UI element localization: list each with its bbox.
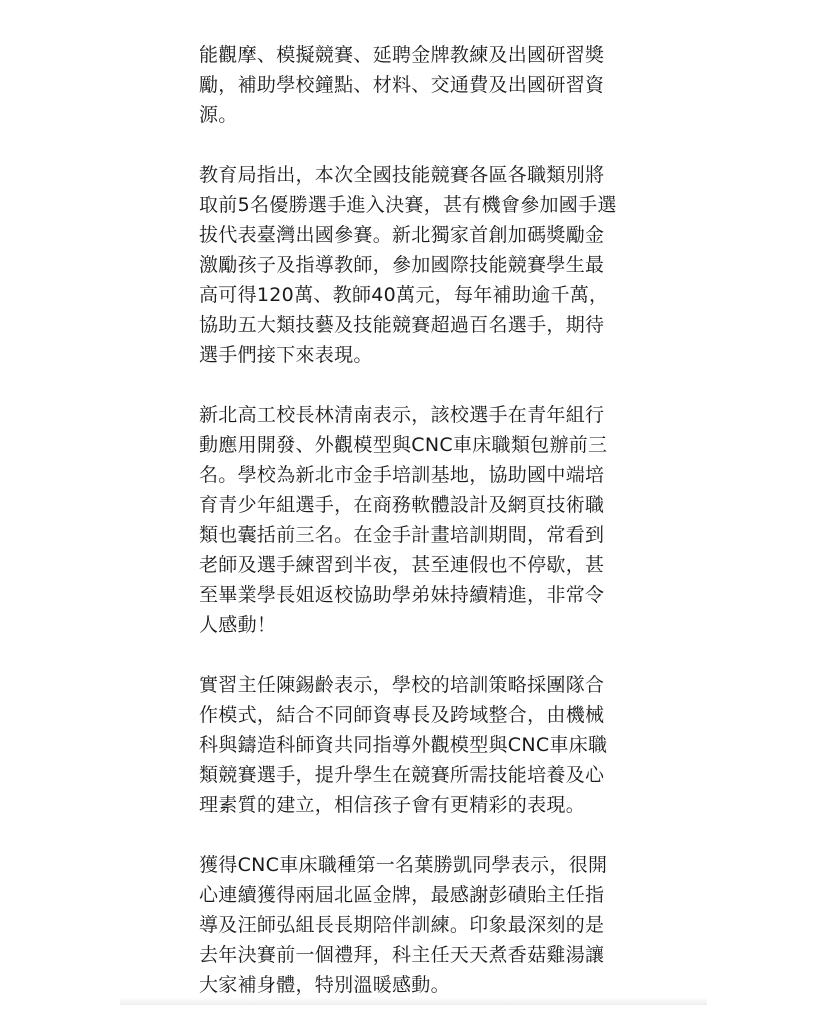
article-paragraph: 獲得CNC車床職種第一名葉勝凱同學表示，很開心連續獲得兩屆北區金牌，最感謝彭磧貽主任指導及汪師弘組長長期陪伴訓練。印象最深刻的是去年決賽前一個禮拜，科主任天天煮香菇雞湯讓大家補身體，特別溫暖感動。: [199, 854, 608, 996]
article-paragraph: 新北高工校長林清南表示，該校選手在青年組行動應用開發、外觀模型與CNC車床職類包辦前三名。學校為新北市金手培訓基地，協助國中端培育青少年組選手，在商務軟體設計及網頁技術職類也囊括前三名。在金手計畫培訓期間，常看到老師及選手練習到半夜，甚至連假也不停歇，甚至畢業學長姐返校協助學弟妹持續精進，非常令人感動！: [199, 404, 608, 636]
article-paragraph: 能觀摩、模擬競賽、延聘金牌教練及出國研習獎勵，補助學校鐘點、材料、交通費及出國研習資源。: [199, 44, 605, 126]
article-paragraph: 教育局指出，本次全國技能競賽各區各職類別將取前5名優勝選手進入決賽，甚有機會參加國手選拔代表臺灣出國參賽。新北獨家首創加碼獎勵金激勵孩子及指導教師，參加國際技能競賽學生最高可得120萬、教師40萬元，每年補助逾千萬，協助五大類技藝及技能競賽超過百名選手，期待選手們接下來表現。: [199, 164, 617, 366]
article-paragraph: 實習主任陳錫齡表示，學校的培訓策略採團隊合作模式，結合不同師資專長及跨域整合，由機械科與鑄造科師資共同指導外觀模型與CNC車床職類競賽選手，提升學生在競賽所需技能培養及心理素質的建立，相信孩子會有更精彩的表現。: [199, 674, 608, 816]
bottom-fade-divider: [120, 997, 707, 1005]
article-body: [199, 40, 623, 1030]
